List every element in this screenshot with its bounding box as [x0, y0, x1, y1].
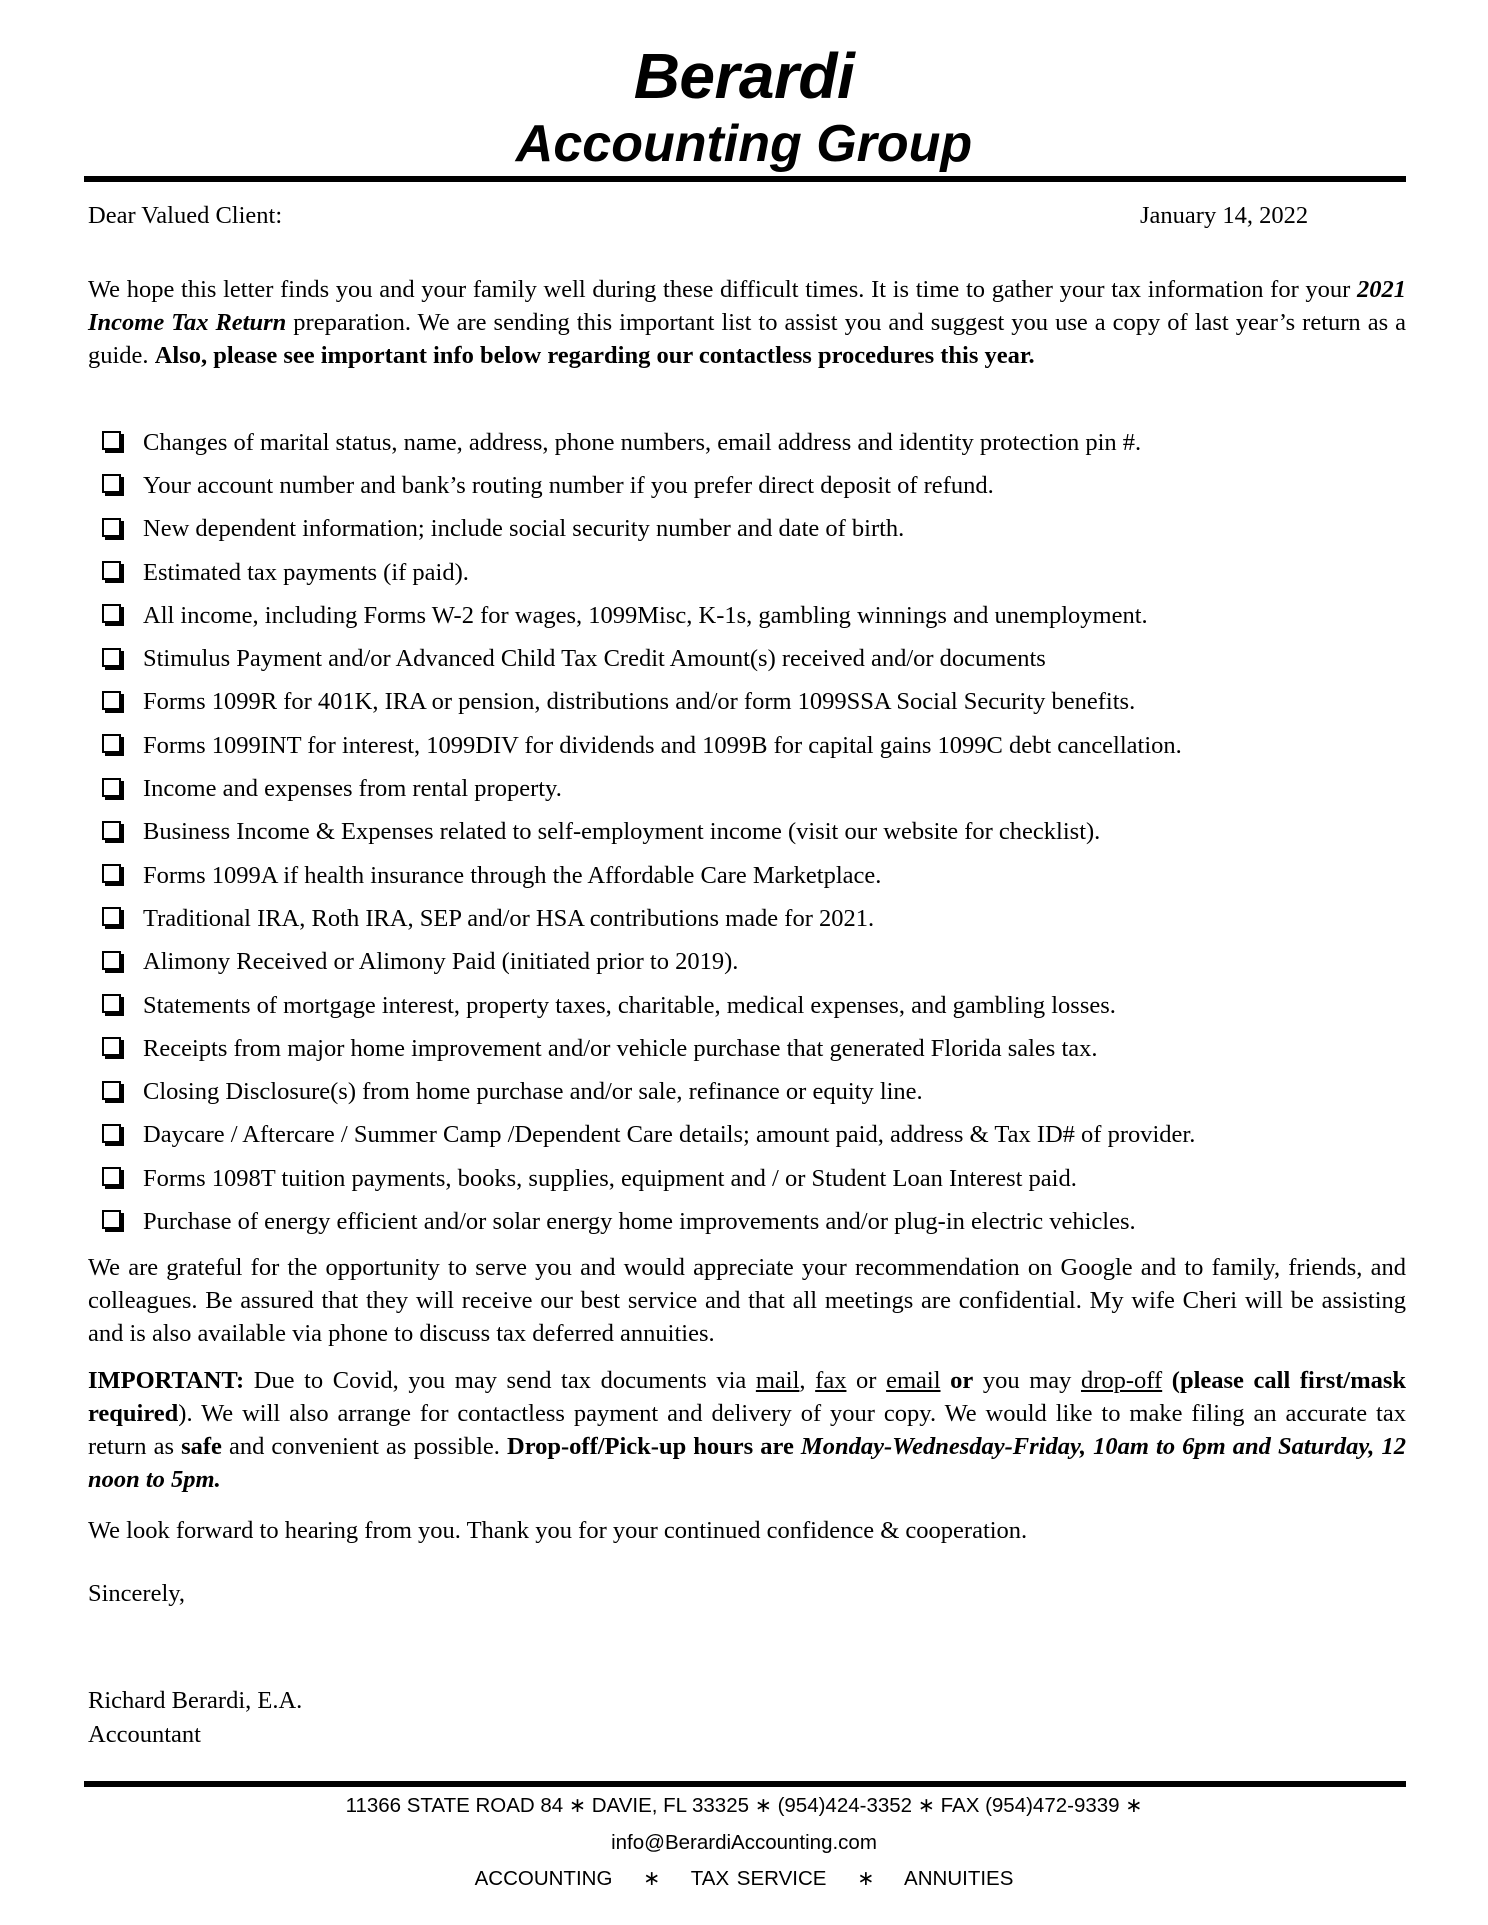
checkbox-icon — [102, 561, 121, 580]
document-checklist — [96, 421, 1416, 1244]
hours-label: Drop-off/Pick-up hours are — [507, 1433, 794, 1460]
checklist-item-text: Income and expenses from rental property. — [143, 775, 562, 803]
checklist-item-text: Traditional IRA, Roth IRA, SEP and/or HSA contributions made for 2021. — [143, 904, 875, 932]
important-text: and convenient as possible. — [221, 1433, 507, 1460]
checklist-item — [96, 1070, 1416, 1113]
checkbox-icon — [102, 864, 121, 883]
important-or: or — [940, 1367, 974, 1394]
letter-date: January 14, 2022 — [1140, 202, 1309, 229]
fax-option: fax — [815, 1367, 847, 1394]
tax-return-emphasis: 2021 Income Tax Return — [88, 276, 1406, 336]
checklist-item — [96, 508, 1416, 551]
checklist-item-text: Your account number and bank’s routing number if you prefer direct deposit of refund. — [143, 471, 994, 499]
checklist-item — [96, 941, 1416, 984]
checklist-item — [96, 464, 1416, 507]
checkbox-icon — [102, 604, 121, 623]
signer-name: Richard Berardi, E.A. — [88, 1687, 303, 1714]
signer-title: Accountant — [88, 1721, 201, 1748]
letterhead-divider — [84, 176, 1406, 182]
checklist-item — [96, 724, 1416, 767]
important-text: Due to Covid, you may send tax documents via — [244, 1367, 756, 1394]
checklist-item — [96, 1157, 1416, 1200]
firm-name: Berardi — [633, 40, 855, 112]
checkbox-icon — [102, 778, 121, 797]
checklist-item-text: Purchase of energy efficient and/or solar energy home improvements and/or plug-in electric vehicles. — [143, 1207, 1136, 1235]
contactless-notice: Also, please see important info below regarding our contactless procedures this year. — [154, 342, 1035, 369]
checklist-item — [96, 421, 1416, 464]
important-paragraph — [88, 1364, 1406, 1496]
email-option: email — [886, 1367, 941, 1394]
checklist-item-text: Statements of mortgage interest, property taxes, charitable, medical expenses, and gambling losses. — [143, 991, 1116, 1019]
checkbox-icon — [102, 691, 121, 710]
checklist-item-text: Forms 1099R for 401K, IRA or pension, distributions and/or form 1099SSA Social Security benefits. — [143, 688, 1136, 716]
checklist-item — [96, 1027, 1416, 1070]
salutation: Dear Valued Client: — [88, 202, 283, 229]
important-text: or — [846, 1367, 887, 1394]
checklist-item-text: Changes of marital status, name, address, phone numbers, email address and identity protection pin #. — [143, 428, 1142, 456]
intro-text-2: preparation. We are sending this important list to assist you and suggest you use a copy of last year’s return as a guide. — [88, 309, 1406, 369]
checkbox-icon — [102, 518, 121, 537]
checkbox-icon — [102, 1124, 121, 1143]
checklist-item — [96, 767, 1416, 810]
checklist-item — [96, 897, 1416, 940]
checklist-item-text: Stimulus Payment and/or Advanced Child Tax Credit Amount(s) received and/or documents — [143, 645, 1046, 673]
checklist-item — [96, 854, 1416, 897]
checklist-item-text: Forms 1099INT for interest, 1099DIV for dividends and 1099B for capital gains 1099C debt cancellation. — [143, 731, 1182, 759]
safe-emphasis: safe — [181, 1433, 222, 1460]
referral-paragraph: We are grateful for the opportunity to serve you and would appreciate your recommendation on Google and to family, friends, and colleagues. Be assured that they will receive our best service and that all meetings are confidential. My wife Cheri will be assisting and is also available via phone to discuss tax deferred annuities. — [88, 1254, 1406, 1347]
closing-line: We look forward to hearing from you. Thank you for your continued confidence & cooperation. — [88, 1517, 1028, 1544]
important-text: you may — [973, 1367, 1081, 1394]
checkbox-icon — [102, 1037, 121, 1056]
checkbox-icon — [102, 1210, 121, 1229]
footer-services: ACCOUNTING ∗ TAX SERVICE ∗ ANNUITIES — [474, 1867, 1014, 1890]
checklist-item-text: Forms 1098T tuition payments, books, supplies, equipment and / or Student Loan Interest paid. — [143, 1164, 1077, 1192]
checkbox-icon — [102, 994, 121, 1013]
checkbox-icon — [102, 474, 121, 493]
checklist-item — [96, 1200, 1416, 1243]
checklist-item-text: Closing Disclosure(s) from home purchase and/or sale, refinance or equity line. — [143, 1078, 923, 1106]
checkbox-icon — [102, 1167, 121, 1186]
footer-divider — [84, 1781, 1406, 1787]
checklist-item-text: Business Income & Expenses related to self-employment income (visit our website for checklist). — [143, 818, 1101, 846]
important-text: ). We will also arrange for contactless payment and delivery of your copy. We would like to make filing an accurate tax return as — [88, 1400, 1406, 1460]
mail-option: mail — [755, 1367, 800, 1394]
checklist-item-text: Estimated tax payments (if paid). — [143, 558, 469, 586]
checkbox-icon — [102, 431, 121, 450]
checkbox-icon — [102, 734, 121, 753]
business-hours: Monday-Wednesday-Friday, 10am to 6pm and Saturday, 12 noon to 5pm. — [88, 1433, 1406, 1493]
intro-text: We hope this letter finds you and your family well during these difficult times. It is time to gather your tax information for your — [88, 276, 1357, 303]
checklist-item-text: Daycare / Aftercare / Summer Camp /Dependent Care details; amount paid, address & Tax ID# of provider. — [143, 1121, 1196, 1149]
checklist-item-text: All income, including Forms W-2 for wages, 1099Misc, K-1s, gambling winnings and unemployment. — [143, 601, 1148, 629]
checklist-item — [96, 551, 1416, 594]
intro-paragraph — [88, 273, 1406, 372]
checkbox-icon — [102, 648, 121, 667]
checkbox-icon — [102, 907, 121, 926]
checklist-item-text: Forms 1099A if health insurance through the Affordable Care Marketplace. — [143, 861, 882, 889]
checklist-item-text: Alimony Received or Alimony Paid (initiated prior to 2019). — [143, 948, 739, 976]
checklist-item — [96, 984, 1416, 1027]
checkbox-icon — [102, 821, 121, 840]
footer-address: 11366 STATE ROAD 84 ∗ DAVIE, FL 33325 ∗ (954)424-3352 ∗ FAX (954)472-9339 ∗ — [345, 1794, 1143, 1817]
footer-email: info@BerardiAccounting.com — [611, 1831, 877, 1854]
important-label: IMPORTANT: — [88, 1367, 245, 1394]
checklist-item — [96, 681, 1416, 724]
call-first-notice: (please call first/mask required — [88, 1367, 1407, 1427]
signoff: Sincerely, — [88, 1580, 186, 1607]
checkbox-icon — [102, 951, 121, 970]
checklist-item-text: New dependent information; include social security number and date of birth. — [143, 515, 905, 543]
checklist-item-text: Receipts from major home improvement and/or vehicle purchase that generated Florida sales tax. — [143, 1034, 1098, 1062]
checkbox-icon — [102, 1081, 121, 1100]
checklist-item — [96, 594, 1416, 637]
firm-subtitle: Accounting Group — [515, 115, 973, 173]
important-text: , — [799, 1367, 816, 1394]
checklist-item — [96, 811, 1416, 854]
checklist-item — [96, 637, 1416, 680]
dropoff-option: drop-off — [1080, 1367, 1163, 1394]
checklist-item — [96, 1114, 1416, 1157]
